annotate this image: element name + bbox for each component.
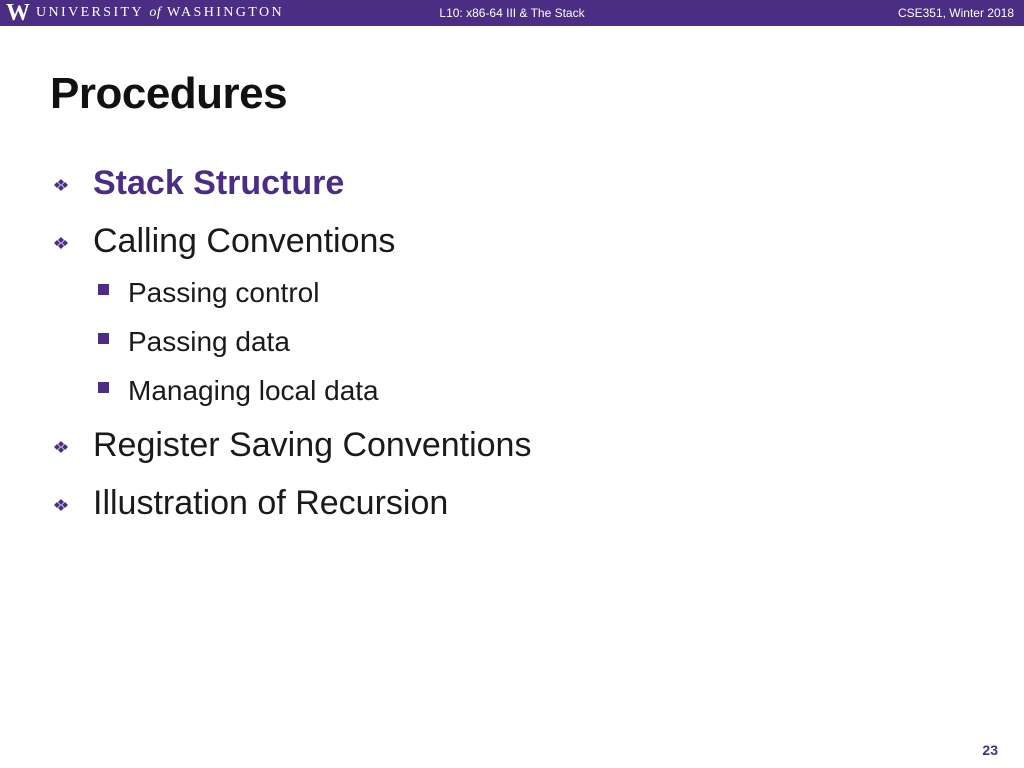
subbullet-passing-control: Passing control <box>128 277 320 308</box>
slide-title: Procedures <box>50 69 288 118</box>
square-bullet-icon <box>98 382 109 393</box>
uw-logo-w: W <box>6 0 30 26</box>
diamond-bullet-icon <box>54 440 68 454</box>
subbullet-passing-data: Passing data <box>128 326 290 357</box>
bullet-register-saving: Register Saving Conventions <box>93 426 532 464</box>
diamond-bullet-icon <box>54 178 68 192</box>
lecture-title: L10: x86-64 III & The Stack <box>439 6 585 20</box>
bullet-stack-structure: Stack Structure <box>93 164 345 202</box>
square-bullet-icon <box>98 284 109 295</box>
wordmark-university: UNIVERSITY <box>36 5 144 20</box>
subbullet-managing-local-data: Managing local data <box>128 375 379 406</box>
bullet-calling-conventions: Calling Conventions <box>93 222 396 260</box>
slide-number: 23 <box>982 742 998 758</box>
course-label: CSE351, Winter 2018 <box>897 6 1014 20</box>
bullet-recursion: Illustration of Recursion <box>93 484 449 522</box>
wordmark-washington: WASHINGTON <box>166 5 285 20</box>
wordmark-of: of <box>149 5 162 20</box>
diamond-bullet-icon <box>54 498 68 512</box>
diamond-bullet-icon <box>54 236 68 250</box>
square-bullet-icon <box>98 333 109 344</box>
